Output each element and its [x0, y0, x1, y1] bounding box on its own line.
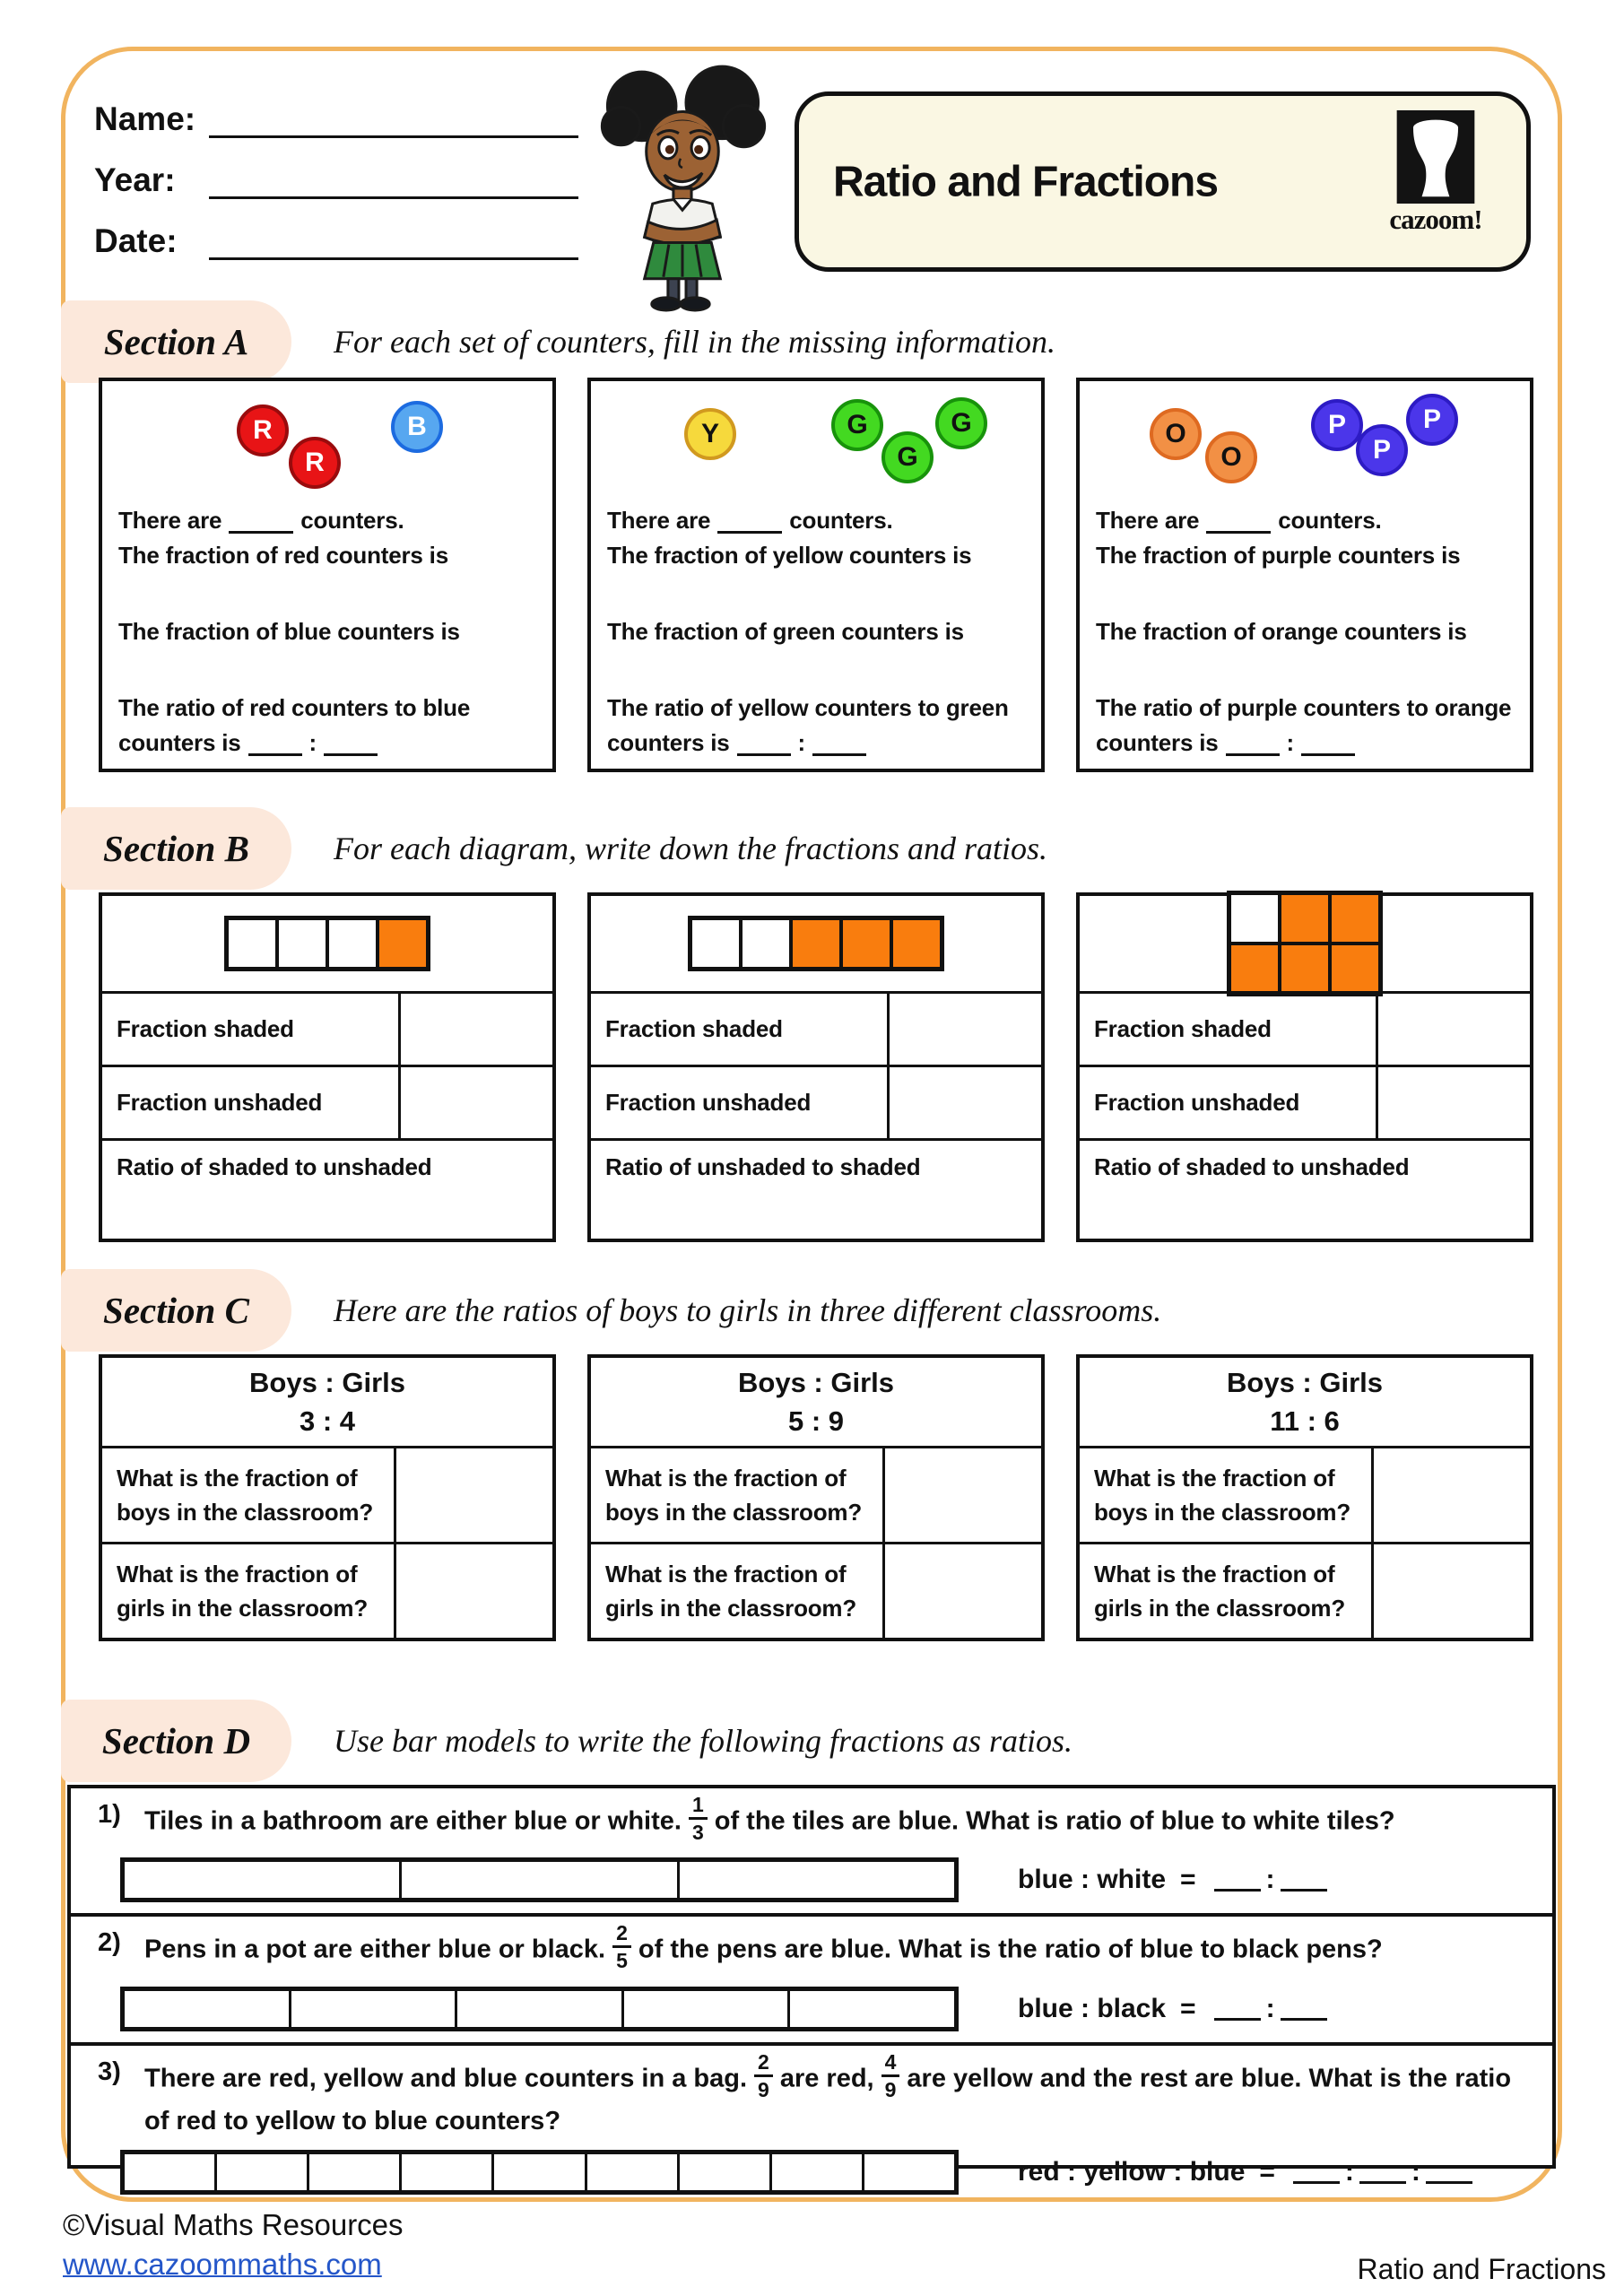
answer-cell[interactable] [887, 1067, 1041, 1138]
section-b-instruction: For each diagram, write down the fractions and ratios. [334, 831, 1047, 866]
purple-counter: P [1356, 424, 1408, 476]
shaded-cell [841, 918, 891, 969]
answer-cell[interactable] [882, 1448, 1041, 1542]
table-row [591, 991, 1041, 1065]
footer-doc-title: Ratio and Fractions [1357, 2253, 1606, 2285]
answer-blank[interactable] [229, 507, 293, 534]
answer-cell[interactable] [398, 994, 552, 1065]
green-counter: G [935, 397, 987, 449]
question-number: 2) [98, 1928, 121, 1958]
table-row [1080, 1542, 1530, 1638]
fraction-question: The fraction of green counters is [607, 618, 964, 645]
question-number: 1) [98, 1800, 121, 1829]
orange-counter: O [1205, 431, 1257, 483]
ratio-row[interactable]: Ratio of shaded to unshaded [102, 1138, 552, 1239]
unshaded-cell [741, 918, 791, 969]
answer-blank[interactable] [1226, 729, 1280, 756]
date-input-line[interactable] [209, 224, 578, 260]
answer-blank[interactable] [812, 729, 866, 756]
section-b-boxes [99, 892, 1533, 1242]
answer-blank[interactable] [717, 507, 782, 534]
red-counter: R [289, 437, 341, 489]
section-b-header [61, 807, 1047, 890]
year-input-line[interactable] [209, 163, 578, 199]
count-line: There are counters. [118, 507, 404, 534]
fraction-question: The fraction of orange counters is [1096, 618, 1467, 645]
unshaded-cell [494, 2154, 586, 2190]
row-label: Fraction shaded [605, 1015, 783, 1042]
classroom-ratio-box-3 [1076, 1354, 1533, 1641]
copyright-text: ©Visual Maths Resources [63, 2208, 404, 2241]
question-label: What is the fraction of boys in the classroom? [605, 1465, 863, 1526]
ratio-header [1080, 1358, 1530, 1446]
fraction-question: The fraction of red counters is [118, 542, 448, 569]
question-label: What is the fraction of boys in the classroom? [117, 1465, 374, 1526]
boys-girls-label: Boys : Girls [1227, 1366, 1383, 1398]
counters-box-red-blue [99, 378, 556, 772]
question-text: Tiles in a bathroom are either blue or white. $\frac{1}{3}$ of the tiles are blue. What is ratio of blue to white tiles? [144, 1793, 1395, 1845]
unshaded-cell [864, 2154, 954, 2190]
row-label: Fraction shaded [1094, 1015, 1272, 1042]
counters-purple-orange [1080, 381, 1530, 487]
red-counter: R [237, 404, 289, 457]
row-label: Fraction unshaded [1094, 1089, 1300, 1116]
unshaded-cell [457, 1991, 624, 2027]
count-line: There are counters. [1096, 507, 1382, 534]
ratio-value: 5 : 9 [787, 1405, 845, 1437]
ratio-answer: red : yellow : blue = : : [1018, 2157, 1478, 2187]
fraction-grid-5 [688, 916, 944, 971]
shaded-diagram-box-3 [1076, 892, 1533, 1242]
unshaded-cell [309, 2154, 402, 2190]
answer-cell[interactable] [882, 1544, 1041, 1638]
answer-blank[interactable] [1206, 507, 1271, 534]
diagram-area [1080, 896, 1530, 991]
blue-counter: B [391, 401, 443, 453]
section-b-label: Section B [61, 807, 291, 890]
section-d-header [61, 1700, 1073, 1782]
purple-counter: P [1311, 399, 1363, 451]
bar-model-box [67, 1785, 1556, 2187]
shaded-diagram-box-2 [587, 892, 1045, 1242]
counters-box-yellow-green [587, 378, 1045, 772]
ratio-header [102, 1358, 552, 1446]
unshaded-cell [227, 918, 277, 969]
unshaded-cell [327, 918, 378, 969]
table-row [591, 1065, 1041, 1138]
row-label: Fraction unshaded [117, 1089, 323, 1116]
shaded-cell [1280, 944, 1330, 994]
unshaded-cell [772, 2154, 864, 2190]
date-field [94, 222, 578, 260]
answer-blank[interactable] [1214, 1868, 1261, 1892]
boys-girls-label: Boys : Girls [249, 1366, 405, 1398]
boys-girls-label: Boys : Girls [738, 1366, 894, 1398]
counters-box-purple-orange [1076, 378, 1533, 772]
ratio-answer: blue : black = : [1018, 1994, 1333, 2024]
table-row [1080, 1065, 1530, 1138]
purple-counter: P [1406, 394, 1458, 446]
shaded-cell [791, 918, 841, 969]
classroom-ratio-box-1 [99, 1354, 556, 1641]
ratio-answer: blue : white = : [1018, 1865, 1333, 1895]
name-label: Name: [94, 100, 196, 137]
unshaded-cell [680, 1862, 954, 1898]
fraction: $\frac{2}{5}$ [612, 1922, 631, 1971]
counters-yellow-green [591, 381, 1041, 487]
counters-red-blue [102, 381, 552, 487]
ratio-value: 11 : 6 [1270, 1405, 1340, 1437]
table-row [102, 1065, 552, 1138]
student-girl-illustration [585, 50, 784, 312]
answer-blank[interactable] [1301, 729, 1355, 756]
answer-cell[interactable] [1371, 1448, 1530, 1542]
answer-blank[interactable] [1359, 2161, 1406, 2184]
unshaded-cell [125, 1862, 402, 1898]
unshaded-cell [680, 2154, 772, 2190]
cazoommaths-link[interactable]: www.cazoommaths.com [63, 2248, 382, 2281]
question-label: What is the fraction of girls in the classroom? [605, 1561, 857, 1622]
section-a-instruction: For each set of counters, fill in the missing information. [334, 324, 1055, 360]
answer-blank[interactable] [1214, 1997, 1261, 2021]
fraction-grid-4 [224, 916, 430, 971]
unshaded-cell [402, 2154, 494, 2190]
question-1 [71, 1788, 1552, 1913]
question-number: 3) [98, 2057, 121, 2086]
shaded-cell [1280, 893, 1330, 944]
unshaded-cell [790, 1991, 954, 2027]
fraction-question: The fraction of purple counters is [1096, 542, 1461, 569]
answer-cell[interactable] [398, 1067, 552, 1138]
fraction: $\frac{1}{3}$ [689, 1794, 708, 1843]
unshaded-cell [624, 1991, 791, 2027]
classroom-ratio-box-2 [587, 1354, 1045, 1641]
row-label: Fraction shaded [117, 1015, 294, 1042]
cazoom-drum-icon [1396, 110, 1475, 204]
table-row [1080, 1446, 1530, 1542]
section-c-boxes [99, 1354, 1533, 1641]
section-a-header [61, 300, 1055, 383]
green-counter: G [881, 431, 934, 483]
bar-model-5[interactable] [120, 1987, 959, 2031]
answer-cell[interactable] [394, 1448, 552, 1542]
unshaded-cell [587, 2154, 680, 2190]
answer-cell[interactable] [1376, 1067, 1530, 1138]
section-d-instruction: Use bar models to write the following fractions as ratios. [334, 1723, 1073, 1759]
name-input-line[interactable] [209, 102, 578, 138]
shaded-cell [891, 918, 942, 969]
bar-model-9[interactable] [120, 2150, 959, 2195]
ratio-header [591, 1358, 1041, 1446]
answer-blank[interactable] [1281, 1868, 1327, 1892]
title-box [795, 91, 1531, 272]
table-row [591, 1542, 1041, 1638]
year-field [94, 161, 578, 199]
section-d-label: Section D [61, 1700, 291, 1782]
ratio-value: 3 : 4 [299, 1405, 356, 1437]
unshaded-cell [125, 2154, 217, 2190]
ratio-question: The ratio of purple counters to orange counters is : [1096, 694, 1512, 756]
question-2 [71, 1913, 1552, 2041]
answer-blank[interactable] [737, 729, 791, 756]
year-label: Year: [94, 161, 176, 198]
table-row [591, 1446, 1041, 1542]
question-text: Pens in a pot are either blue or black. $\frac{2}{5}$ of the pens are blue. What is the ratio of blue to black pens? [144, 1921, 1383, 1973]
unshaded-cell [125, 1991, 291, 2027]
shaded-cell [1330, 944, 1380, 994]
shaded-cell [1330, 893, 1380, 944]
question-label: What is the fraction of girls in the classroom? [117, 1561, 369, 1622]
shaded-cell [1229, 944, 1280, 994]
fraction: $\frac{2}{9}$ [754, 2051, 773, 2100]
section-c-header [61, 1269, 1161, 1352]
table-row [102, 1542, 552, 1638]
diagram-area [591, 896, 1041, 991]
table-row [102, 1446, 552, 1542]
unshaded-cell [277, 918, 327, 969]
worksheet-title: Ratio and Fractions [833, 158, 1219, 205]
fraction-question: The fraction of blue counters is [118, 618, 460, 645]
cazoom-logo-text: cazoom! [1389, 204, 1482, 235]
cazoom-logo [1368, 110, 1503, 236]
count-line: There are counters. [607, 507, 893, 534]
unshaded-cell [402, 1862, 679, 1898]
section-a-label: Section A [61, 300, 291, 383]
date-label: Date: [94, 222, 178, 259]
diagram-area [102, 896, 552, 991]
unshaded-cell [1229, 893, 1280, 944]
question-label: What is the fraction of girls in the classroom? [1094, 1561, 1346, 1622]
answer-blank[interactable] [1281, 1997, 1327, 2021]
unshaded-cell [217, 2154, 309, 2190]
answer-cell[interactable] [1376, 994, 1530, 1065]
question-label: What is the fraction of boys in the classroom? [1094, 1465, 1351, 1526]
answer-blank[interactable] [1293, 2161, 1340, 2184]
shaded-diagram-box-1 [99, 892, 556, 1242]
green-counter: G [831, 399, 883, 451]
fraction-grid-6 [1227, 891, 1383, 996]
answer-blank[interactable] [248, 729, 302, 756]
section-c-label: Section C [61, 1269, 291, 1352]
fraction-question: The fraction of yellow counters is [607, 542, 972, 569]
question-text: There are red, yellow and blue counters in a bag. $\frac{2}{9}$ are red, $\frac{4}{9}$ are yellow and the rest are blue. What is the ratio of red to yellow to blue counters? [144, 2049, 1512, 2135]
answer-blank[interactable] [1426, 2161, 1472, 2184]
row-label: Fraction unshaded [605, 1089, 812, 1116]
ratio-row[interactable]: Ratio of unshaded to shaded [591, 1138, 1041, 1239]
table-row [102, 991, 552, 1065]
unshaded-cell [690, 918, 741, 969]
yellow-counter: Y [684, 408, 736, 460]
fraction: $\frac{4}{9}$ [881, 2051, 900, 2100]
ratio-question: The ratio of yellow counters to green counters is : [607, 694, 1009, 756]
ratio-question: The ratio of red counters to blue counters is : [118, 694, 471, 756]
answer-cell[interactable] [887, 994, 1041, 1065]
section-c-instruction: Here are the ratios of boys to girls in three different classrooms. [334, 1292, 1162, 1328]
answer-cell[interactable] [394, 1544, 552, 1638]
unshaded-cell [291, 1991, 458, 2027]
ratio-row[interactable]: Ratio of shaded to unshaded [1080, 1138, 1530, 1239]
shaded-cell [378, 918, 428, 969]
answer-cell[interactable] [1371, 1544, 1530, 1638]
section-a-boxes [99, 378, 1533, 772]
name-field [94, 100, 578, 138]
answer-blank[interactable] [324, 729, 378, 756]
bar-model-3[interactable] [120, 1857, 959, 1902]
question-3 [71, 2042, 1552, 2205]
table-row [1080, 991, 1530, 1065]
orange-counter: O [1150, 408, 1202, 460]
